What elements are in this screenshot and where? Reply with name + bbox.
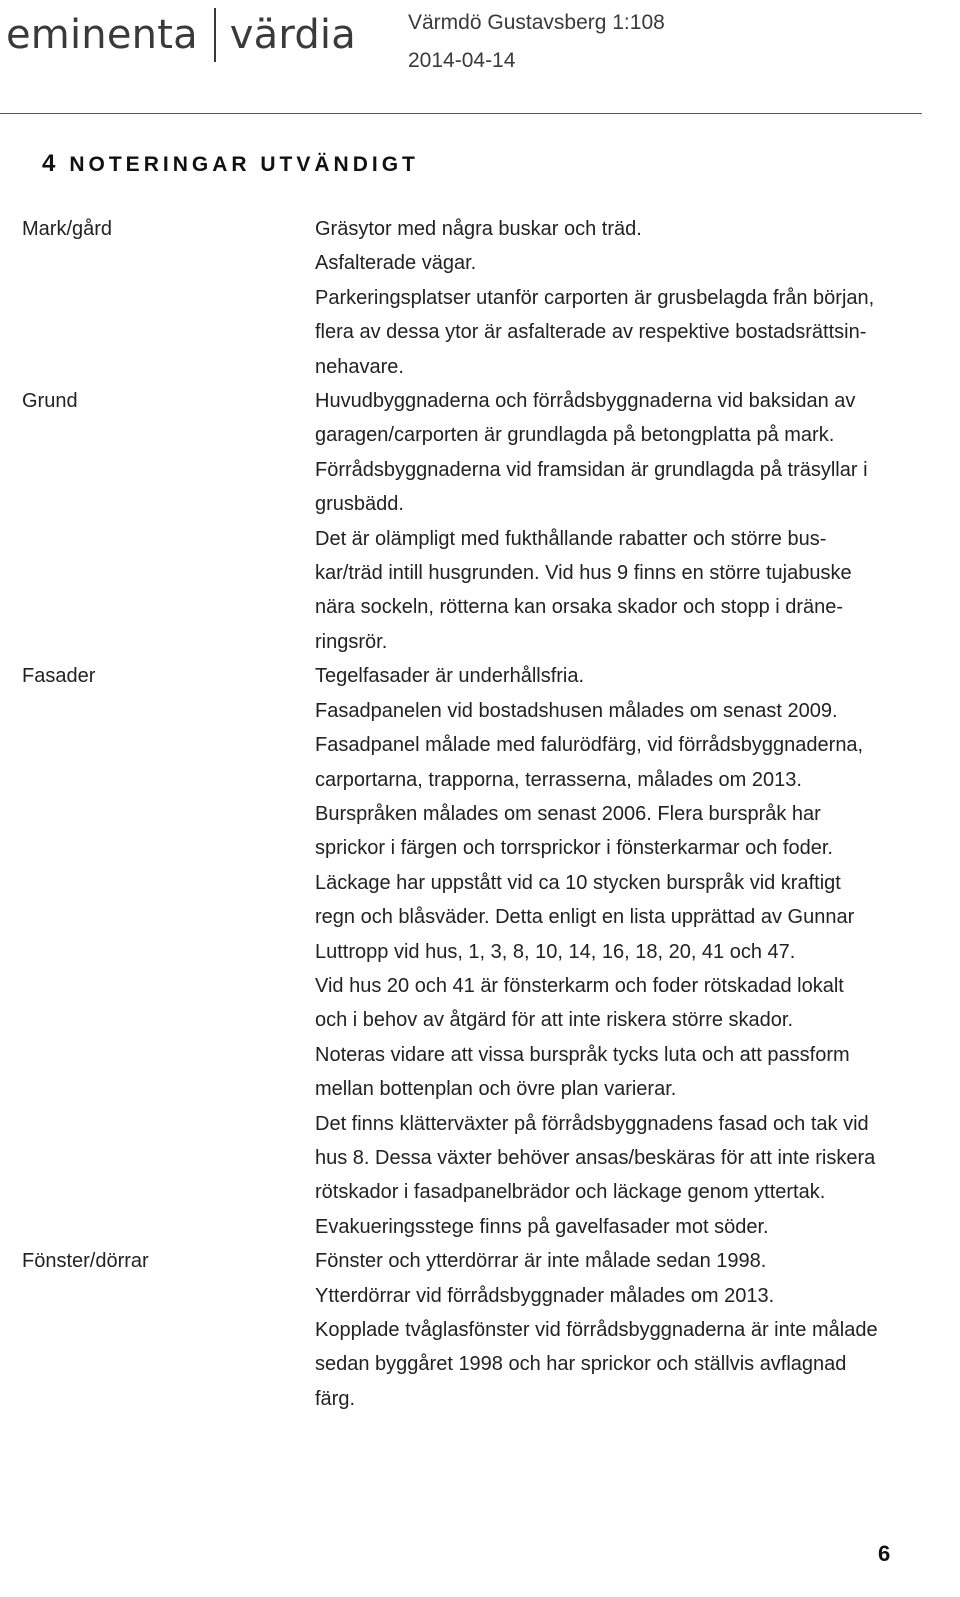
page-header bbox=[0, 0, 960, 118]
report-date: 2014-04-14 bbox=[408, 49, 516, 72]
body-line: Ytterdörrar vid förrådsbyggnader målades om 2013. bbox=[315, 1284, 775, 1307]
body-line: nehavare. bbox=[315, 355, 404, 378]
body-line: garagen/carporten är grundlagda på betongplatta på mark. bbox=[315, 424, 835, 447]
notes-row bbox=[0, 659, 960, 1244]
body-line: kar/träd intill husgrunden. Vid hus 9 finns en större tujabuske bbox=[315, 562, 852, 585]
body-line: ringsrör. bbox=[315, 630, 388, 653]
row-body bbox=[315, 659, 945, 1244]
body-line: sprickor i färgen och torrsprickor i fönsterkarmar och foder. bbox=[315, 837, 833, 860]
property-designation: Värmdö Gustavsberg 1:108 bbox=[408, 11, 665, 34]
section-number: 4 bbox=[42, 150, 56, 177]
body-line: Fönster och ytterdörrar är inte målade sedan 1998. bbox=[315, 1250, 767, 1273]
row-body bbox=[315, 212, 945, 384]
row-label: Grund bbox=[22, 390, 78, 413]
notes-row bbox=[0, 384, 960, 659]
body-line: regn och blåsväder. Detta enligt en lista upprättad av Gunnar bbox=[315, 906, 855, 929]
company-logo bbox=[6, 4, 356, 66]
body-line: nära sockeln, rötterna kan orsaka skador och stopp i dräne- bbox=[315, 596, 844, 619]
body-line: sedan byggåret 1998 och har sprickor och ställvis avflagnad bbox=[315, 1353, 847, 1376]
body-line: Vid hus 20 och 41 är fönsterkarm och foder rötskadad lokalt bbox=[315, 974, 844, 997]
body-line: Fasadpanel målade med falurödfärg, vid förrådsbyggnaderna, bbox=[315, 734, 864, 757]
body-line: Noteras vidare att vissa burspråk tycks luta och att passform bbox=[315, 1043, 850, 1066]
body-line: Det finns klätterväxter på förrådsbyggnadens fasad och tak vid bbox=[315, 1112, 869, 1135]
body-line: mellan bottenplan och övre plan varierar. bbox=[315, 1078, 677, 1101]
notes-row bbox=[0, 1244, 960, 1416]
body-line: Fasadpanelen vid bostadshusen målades om senast 2009. bbox=[315, 699, 838, 722]
logo-separator bbox=[214, 8, 216, 62]
body-line: grusbädd. bbox=[315, 493, 404, 516]
body-line: och i behov av åtgärd för att inte riskera större skador. bbox=[315, 1009, 794, 1032]
body-line: Burspråken målades om senast 2006. Flera burspråk har bbox=[315, 802, 821, 825]
body-line: Tegelfasader är underhållsfria. bbox=[315, 665, 585, 688]
row-body bbox=[315, 1244, 945, 1416]
body-line: rötskador i fasadpanelbrädor och läckage genom yttertak. bbox=[315, 1181, 826, 1204]
body-line: Gräsytor med några buskar och träd. bbox=[315, 218, 642, 240]
body-line: Asfalterade vägar. bbox=[315, 252, 477, 275]
header-divider bbox=[0, 113, 922, 114]
logo-brand-right: värdia bbox=[229, 12, 356, 58]
body-line: Det är olämpligt med fukthållande rabatter och större bus- bbox=[315, 527, 827, 550]
notes-row bbox=[0, 212, 960, 384]
body-line: Evakueringsstege finns på gavelfasader mot söder. bbox=[315, 1215, 769, 1238]
body-line: Parkeringsplatser utanför carporten är grusbelagda från början, bbox=[315, 286, 875, 309]
body-line: Kopplade tvåglasfönster vid förrådsbyggnaderna är inte målade bbox=[315, 1319, 878, 1341]
body-line: färg. bbox=[315, 1387, 356, 1410]
row-label: Fasader bbox=[22, 665, 96, 688]
row-label: Mark/gård bbox=[22, 218, 113, 240]
row-body bbox=[315, 384, 945, 659]
body-line: Luttropp vid hus, 1, 3, 8, 10, 14, 16, 18, 20, 41 och 47. bbox=[315, 940, 796, 963]
section-heading bbox=[42, 150, 419, 178]
body-line: flera av dessa ytor är asfalterade av respektive bostadsrättsin- bbox=[315, 321, 867, 344]
body-line: hus 8. Dessa växter behöver ansas/beskäras för att inte riskera bbox=[315, 1146, 876, 1169]
page-number: 6 bbox=[878, 1541, 891, 1566]
body-line: Förrådsbyggnaderna vid framsidan är grundlagda på träsyllar i bbox=[315, 458, 868, 481]
notes-table bbox=[0, 212, 960, 1416]
logo-brand-left: eminenta bbox=[6, 12, 198, 58]
body-line: carportarna, trapporna, terrasserna, målades om 2013. bbox=[315, 768, 802, 791]
row-label: Fönster/dörrar bbox=[22, 1250, 149, 1273]
section-title-text: NOTERINGAR UTVÄNDIGT bbox=[69, 153, 419, 176]
body-line: Huvudbyggnaderna och förrådsbyggnaderna vid baksidan av bbox=[315, 390, 856, 413]
body-line: Läckage har uppstått vid ca 10 stycken burspråk vid kraftigt bbox=[315, 871, 841, 894]
header-meta bbox=[408, 4, 665, 80]
